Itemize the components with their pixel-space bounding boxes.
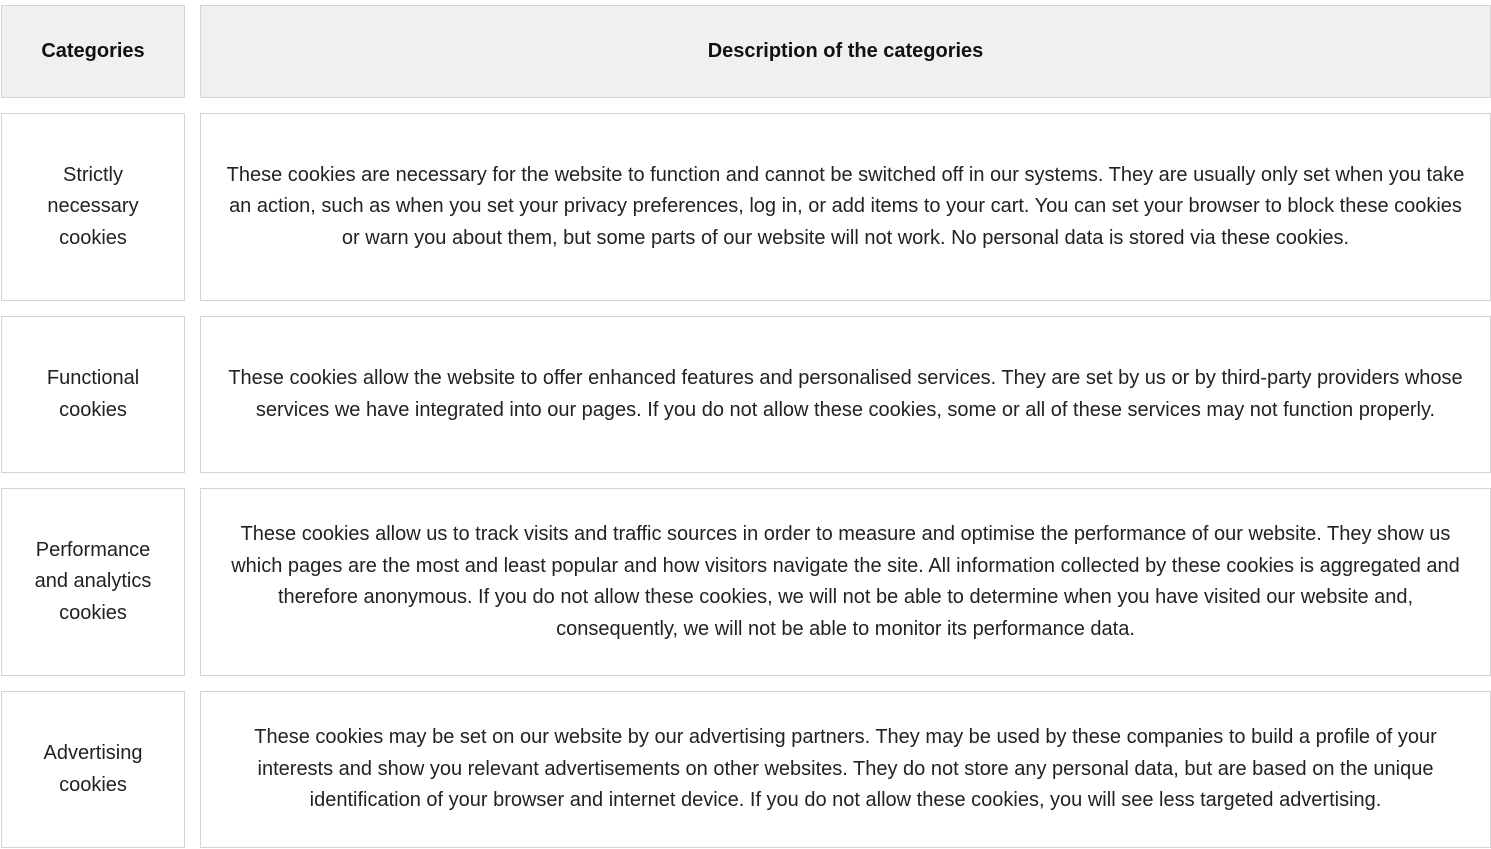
description-cell-functional xyxy=(200,316,1491,473)
header-description xyxy=(200,5,1491,98)
description-text: These cookies may be set on our website by our advertising partners. They may be used by these companies to build a profile of your interests and show you relevant advertisements on other websites. They do not store any personal data, but are based on the unique identification of your browser and internet device. If you do not allow these cookies, you will see less targeted advertising. xyxy=(254,726,1437,812)
description-text: These cookies allow the website to offer enhanced features and personalised services. They are set by us or by third-party providers whose services we have integrated into our pages. If you do not allow these cookies, some or all of these services may not function properly. xyxy=(228,367,1463,421)
category-cell-performance-analytics xyxy=(1,488,185,676)
category-label: Performance and analytics cookies xyxy=(34,538,152,624)
description-cell-strictly-necessary xyxy=(200,113,1491,301)
category-cell-strictly-necessary xyxy=(1,113,185,301)
description-text: These cookies allow us to track visits and traffic sources in order to measure and optimise the performance of our website. They show us which pages are the most and least popular and how visitors navigate the site. All information collected by these cookies is aggregated and therefore anonymous. If you do not allow these cookies, we will not be able to determine when you have visited our website and, consequently, we will not be able to monitor its performance data. xyxy=(231,523,1460,640)
category-cell-advertising xyxy=(1,691,185,848)
description-cell-performance-analytics xyxy=(200,488,1491,676)
header-categories-label: Categories xyxy=(41,40,145,62)
category-label: Advertising cookies xyxy=(43,742,143,796)
header-description-label: Description of the categories xyxy=(707,40,984,62)
category-label: Functional cookies xyxy=(46,367,140,421)
description-text: These cookies are necessary for the website to function and cannot be switched off in our systems. They are usually only set when you take an action, such as when you set your privacy preferences, log in, or add items to your cart. You can set your browser to block these cookies or warn you about them, but some parts of our website will not work. No personal data is stored via these cookies. xyxy=(226,163,1465,249)
description-cell-advertising xyxy=(200,691,1491,848)
category-label: Strictly necessary cookies xyxy=(47,163,139,249)
category-cell-functional xyxy=(1,316,185,473)
header-categories xyxy=(1,5,185,98)
